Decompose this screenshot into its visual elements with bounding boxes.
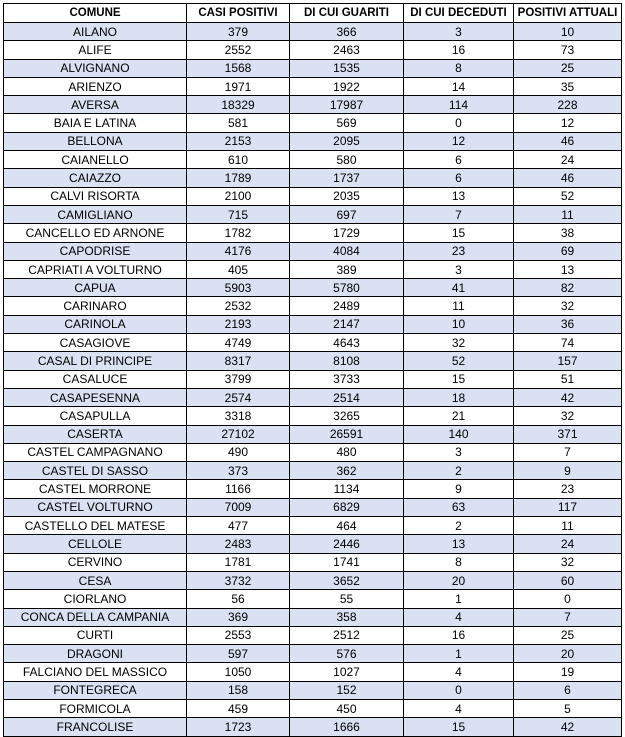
casi-positivi-cell: 1789 — [187, 169, 290, 187]
positivi-attuali-cell: 371 — [514, 425, 622, 443]
positivi-attuali-cell: 12 — [514, 114, 622, 132]
comune-cell: CURTI — [4, 626, 187, 644]
positivi-attuali-cell: 42 — [514, 718, 622, 736]
deceduti-cell: 3 — [404, 23, 514, 41]
table-row — [4, 663, 622, 681]
positivi-attuali-cell: 6 — [514, 681, 622, 699]
positivi-attuali-cell: 51 — [514, 370, 622, 388]
deceduti-cell: 3 — [404, 443, 514, 461]
positivi-attuali-cell: 228 — [514, 96, 622, 114]
deceduti-cell: 6 — [404, 151, 514, 169]
casi-positivi-cell: 3799 — [187, 370, 290, 388]
casi-positivi-cell: 1781 — [187, 553, 290, 571]
guariti-cell: 389 — [290, 260, 404, 278]
table-row — [4, 535, 622, 553]
deceduti-cell: 1 — [404, 645, 514, 663]
guariti-cell: 576 — [290, 645, 404, 663]
guariti-cell: 1027 — [290, 663, 404, 681]
positivi-attuali-cell: 13 — [514, 260, 622, 278]
deceduti-cell: 63 — [404, 498, 514, 516]
guariti-cell: 697 — [290, 205, 404, 223]
guariti-cell: 17987 — [290, 96, 404, 114]
table-row — [4, 96, 622, 114]
guariti-cell: 480 — [290, 443, 404, 461]
deceduti-cell: 7 — [404, 205, 514, 223]
casi-positivi-cell: 2552 — [187, 41, 290, 59]
casi-positivi-cell: 3732 — [187, 571, 290, 589]
guariti-cell: 1729 — [290, 224, 404, 242]
casi-positivi-cell: 581 — [187, 114, 290, 132]
comune-cell: FONTEGRECA — [4, 681, 187, 699]
deceduti-cell: 13 — [404, 535, 514, 553]
guariti-cell: 366 — [290, 23, 404, 41]
table-row — [4, 517, 622, 535]
casi-positivi-cell: 610 — [187, 151, 290, 169]
table-row — [4, 23, 622, 41]
positivi-attuali-cell: 10 — [514, 23, 622, 41]
positivi-attuali-cell: 7 — [514, 608, 622, 626]
positivi-attuali-cell: 74 — [514, 334, 622, 352]
guariti-cell: 4084 — [290, 242, 404, 260]
casi-positivi-cell: 2574 — [187, 388, 290, 406]
comune-cell: CAPUA — [4, 279, 187, 297]
positivi-attuali-cell: 42 — [514, 388, 622, 406]
positivi-attuali-cell: 9 — [514, 462, 622, 480]
positivi-attuali-cell: 46 — [514, 132, 622, 150]
deceduti-cell: 2 — [404, 517, 514, 535]
guariti-cell: 3652 — [290, 571, 404, 589]
deceduti-cell: 18 — [404, 388, 514, 406]
comune-cell: CASALUCE — [4, 370, 187, 388]
comune-cell: CASAL DI PRINCIPE — [4, 352, 187, 370]
comune-cell: CASAPULLA — [4, 407, 187, 425]
casi-positivi-cell: 597 — [187, 645, 290, 663]
casi-positivi-cell: 18329 — [187, 96, 290, 114]
deceduti-cell: 8 — [404, 59, 514, 77]
comune-cell: DRAGONI — [4, 645, 187, 663]
deceduti-cell: 4 — [404, 699, 514, 717]
positivi-attuali-cell: 157 — [514, 352, 622, 370]
deceduti-cell: 1 — [404, 590, 514, 608]
positivi-attuali-cell: 38 — [514, 224, 622, 242]
table-row — [4, 77, 622, 95]
deceduti-cell: 114 — [404, 96, 514, 114]
comune-cell: CALVI RISORTA — [4, 187, 187, 205]
comune-cell: CASTEL MORRONE — [4, 480, 187, 498]
table-row — [4, 553, 622, 571]
comune-cell: CAMIGLIANO — [4, 205, 187, 223]
deceduti-cell: 21 — [404, 407, 514, 425]
casi-positivi-cell: 3318 — [187, 407, 290, 425]
table-row — [4, 645, 622, 663]
positivi-attuali-cell: 36 — [514, 315, 622, 333]
positivi-attuali-cell: 11 — [514, 205, 622, 223]
casi-positivi-cell: 490 — [187, 443, 290, 461]
casi-positivi-cell: 1723 — [187, 718, 290, 736]
positivi-attuali-cell: 11 — [514, 517, 622, 535]
comune-cell: CESA — [4, 571, 187, 589]
header-di-cui-deceduti: DI CUI DECEDUTI — [404, 4, 514, 23]
deceduti-cell: 8 — [404, 553, 514, 571]
casi-positivi-cell: 8317 — [187, 352, 290, 370]
deceduti-cell: 3 — [404, 260, 514, 278]
deceduti-cell: 10 — [404, 315, 514, 333]
positivi-attuali-cell: 5 — [514, 699, 622, 717]
guariti-cell: 2035 — [290, 187, 404, 205]
positivi-attuali-cell: 117 — [514, 498, 622, 516]
positivi-attuali-cell: 69 — [514, 242, 622, 260]
table-row — [4, 315, 622, 333]
positivi-attuali-cell: 7 — [514, 443, 622, 461]
casi-positivi-cell: 27102 — [187, 425, 290, 443]
deceduti-cell: 16 — [404, 41, 514, 59]
table-row — [4, 407, 622, 425]
comune-cell: CONCA DELLA CAMPANIA — [4, 608, 187, 626]
guariti-cell: 358 — [290, 608, 404, 626]
guariti-cell: 1922 — [290, 77, 404, 95]
table-row — [4, 590, 622, 608]
deceduti-cell: 13 — [404, 187, 514, 205]
table-row — [4, 169, 622, 187]
casi-positivi-cell: 158 — [187, 681, 290, 699]
table-row — [4, 443, 622, 461]
comune-cell: CAPRIATI A VOLTURNO — [4, 260, 187, 278]
comune-cell: CAIAZZO — [4, 169, 187, 187]
deceduti-cell: 6 — [404, 169, 514, 187]
comune-cell: ARIENZO — [4, 77, 187, 95]
deceduti-cell: 41 — [404, 279, 514, 297]
guariti-cell: 2463 — [290, 41, 404, 59]
guariti-cell: 55 — [290, 590, 404, 608]
guariti-cell: 6829 — [290, 498, 404, 516]
casi-positivi-cell: 4749 — [187, 334, 290, 352]
table-row — [4, 114, 622, 132]
positivi-attuali-cell: 82 — [514, 279, 622, 297]
comune-cell: CASERTA — [4, 425, 187, 443]
table-row — [4, 571, 622, 589]
header-positivi-attuali: POSITIVI ATTUALI — [514, 4, 622, 23]
casi-positivi-cell: 56 — [187, 590, 290, 608]
comune-cell: CERVINO — [4, 553, 187, 571]
casi-positivi-cell: 2532 — [187, 297, 290, 315]
table-row — [4, 718, 622, 736]
comune-cell: CARINARO — [4, 297, 187, 315]
guariti-cell: 2514 — [290, 388, 404, 406]
casi-positivi-cell: 1166 — [187, 480, 290, 498]
table-row — [4, 699, 622, 717]
positivi-attuali-cell: 32 — [514, 553, 622, 571]
casi-positivi-cell: 1782 — [187, 224, 290, 242]
positivi-attuali-cell: 24 — [514, 535, 622, 553]
comune-cell: ALVIGNANO — [4, 59, 187, 77]
casi-positivi-cell: 2553 — [187, 626, 290, 644]
deceduti-cell: 11 — [404, 297, 514, 315]
table-row — [4, 242, 622, 260]
positivi-attuali-cell: 20 — [514, 645, 622, 663]
guariti-cell: 569 — [290, 114, 404, 132]
table-row — [4, 425, 622, 443]
casi-positivi-cell: 5903 — [187, 279, 290, 297]
positivi-attuali-cell: 46 — [514, 169, 622, 187]
casi-positivi-cell: 373 — [187, 462, 290, 480]
guariti-cell: 4643 — [290, 334, 404, 352]
comune-cell: CASTEL CAMPAGNANO — [4, 443, 187, 461]
table-row — [4, 462, 622, 480]
table-row — [4, 608, 622, 626]
positivi-attuali-cell: 52 — [514, 187, 622, 205]
guariti-cell: 1741 — [290, 553, 404, 571]
guariti-cell: 26591 — [290, 425, 404, 443]
table-row — [4, 205, 622, 223]
deceduti-cell: 16 — [404, 626, 514, 644]
casi-positivi-cell: 379 — [187, 23, 290, 41]
deceduti-cell: 15 — [404, 718, 514, 736]
deceduti-cell: 14 — [404, 77, 514, 95]
comune-cell: CIORLANO — [4, 590, 187, 608]
deceduti-cell: 20 — [404, 571, 514, 589]
comune-cell: CARINOLA — [4, 315, 187, 333]
header-di-cui-guariti: DI CUI GUARITI — [290, 4, 404, 23]
guariti-cell: 3733 — [290, 370, 404, 388]
comune-cell: AILANO — [4, 23, 187, 41]
positivi-attuali-cell: 25 — [514, 626, 622, 644]
positivi-attuali-cell: 60 — [514, 571, 622, 589]
comune-cell: CASTEL VOLTURNO — [4, 498, 187, 516]
table-row — [4, 498, 622, 516]
deceduti-cell: 140 — [404, 425, 514, 443]
deceduti-cell: 15 — [404, 224, 514, 242]
guariti-cell: 580 — [290, 151, 404, 169]
comune-cell: BELLONA — [4, 132, 187, 150]
positivi-attuali-cell: 73 — [514, 41, 622, 59]
guariti-cell: 2147 — [290, 315, 404, 333]
guariti-cell: 2489 — [290, 297, 404, 315]
deceduti-cell: 12 — [404, 132, 514, 150]
positivi-attuali-cell: 32 — [514, 407, 622, 425]
covid-cases-table — [3, 3, 622, 737]
guariti-cell: 8108 — [290, 352, 404, 370]
guariti-cell: 450 — [290, 699, 404, 717]
header-casi-positivi: CASI POSITIVI — [187, 4, 290, 23]
table-row — [4, 480, 622, 498]
casi-positivi-cell: 459 — [187, 699, 290, 717]
table-row — [4, 151, 622, 169]
comune-cell: CAPODRISE — [4, 242, 187, 260]
table-body — [4, 23, 622, 737]
table-row — [4, 260, 622, 278]
casi-positivi-cell: 7009 — [187, 498, 290, 516]
comune-cell: CASTEL DI SASSO — [4, 462, 187, 480]
table-row — [4, 224, 622, 242]
comune-cell: AVERSA — [4, 96, 187, 114]
comune-cell: CANCELLO ED ARNONE — [4, 224, 187, 242]
table-row — [4, 334, 622, 352]
casi-positivi-cell: 1568 — [187, 59, 290, 77]
casi-positivi-cell: 405 — [187, 260, 290, 278]
guariti-cell: 1666 — [290, 718, 404, 736]
positivi-attuali-cell: 25 — [514, 59, 622, 77]
comune-cell: BAIA E LATINA — [4, 114, 187, 132]
table-row — [4, 297, 622, 315]
comune-cell: CASAGIOVE — [4, 334, 187, 352]
deceduti-cell: 32 — [404, 334, 514, 352]
deceduti-cell: 4 — [404, 608, 514, 626]
guariti-cell: 2512 — [290, 626, 404, 644]
deceduti-cell: 4 — [404, 663, 514, 681]
casi-positivi-cell: 1050 — [187, 663, 290, 681]
guariti-cell: 1535 — [290, 59, 404, 77]
table-row — [4, 626, 622, 644]
casi-positivi-cell: 715 — [187, 205, 290, 223]
table-header-row — [4, 4, 622, 23]
guariti-cell: 2446 — [290, 535, 404, 553]
deceduti-cell: 15 — [404, 370, 514, 388]
table-row — [4, 59, 622, 77]
table-row — [4, 388, 622, 406]
guariti-cell: 2095 — [290, 132, 404, 150]
table-row — [4, 352, 622, 370]
casi-positivi-cell: 477 — [187, 517, 290, 535]
comune-cell: CELLOLE — [4, 535, 187, 553]
comune-cell: FORMICOLA — [4, 699, 187, 717]
guariti-cell: 3265 — [290, 407, 404, 425]
deceduti-cell: 0 — [404, 114, 514, 132]
casi-positivi-cell: 4176 — [187, 242, 290, 260]
table-row — [4, 41, 622, 59]
guariti-cell: 152 — [290, 681, 404, 699]
comune-cell: ALIFE — [4, 41, 187, 59]
casi-positivi-cell: 2153 — [187, 132, 290, 150]
comune-cell: CAIANELLO — [4, 151, 187, 169]
table-row — [4, 370, 622, 388]
casi-positivi-cell: 2483 — [187, 535, 290, 553]
guariti-cell: 1737 — [290, 169, 404, 187]
guariti-cell: 362 — [290, 462, 404, 480]
deceduti-cell: 9 — [404, 480, 514, 498]
deceduti-cell: 52 — [404, 352, 514, 370]
comune-cell: CASTELLO DEL MATESE — [4, 517, 187, 535]
casi-positivi-cell: 369 — [187, 608, 290, 626]
table-row — [4, 279, 622, 297]
casi-positivi-cell: 1971 — [187, 77, 290, 95]
positivi-attuali-cell: 35 — [514, 77, 622, 95]
positivi-attuali-cell: 32 — [514, 297, 622, 315]
casi-positivi-cell: 2100 — [187, 187, 290, 205]
table-row — [4, 681, 622, 699]
casi-positivi-cell: 2193 — [187, 315, 290, 333]
guariti-cell: 5780 — [290, 279, 404, 297]
deceduti-cell: 2 — [404, 462, 514, 480]
comune-cell: FALCIANO DEL MASSICO — [4, 663, 187, 681]
deceduti-cell: 23 — [404, 242, 514, 260]
table-row — [4, 187, 622, 205]
header-comune: COMUNE — [4, 4, 187, 23]
positivi-attuali-cell: 19 — [514, 663, 622, 681]
guariti-cell: 1134 — [290, 480, 404, 498]
comune-cell: FRANCOLISE — [4, 718, 187, 736]
table-row — [4, 132, 622, 150]
positivi-attuali-cell: 0 — [514, 590, 622, 608]
positivi-attuali-cell: 23 — [514, 480, 622, 498]
deceduti-cell: 0 — [404, 681, 514, 699]
guariti-cell: 464 — [290, 517, 404, 535]
comune-cell: CASAPESENNA — [4, 388, 187, 406]
positivi-attuali-cell: 24 — [514, 151, 622, 169]
